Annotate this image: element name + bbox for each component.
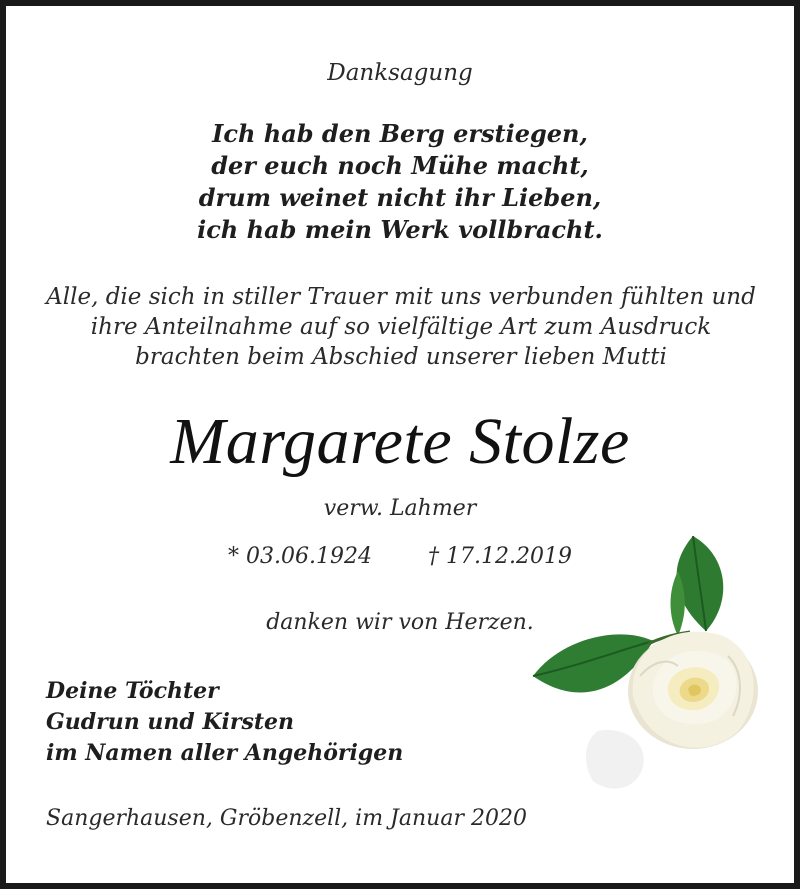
death-date: † 17.12.2019: [428, 544, 572, 569]
thanks-line: ihre Anteilnahme auf so vielfältige Art zum Ausdruck: [90, 314, 712, 340]
family-signature: [46, 676, 403, 769]
thanks-text: [16, 282, 786, 372]
poem: [6, 118, 794, 246]
thanks-line: brachten beim Abschied unserer lieben Mutti: [135, 344, 667, 370]
poem-line: ich hab mein Werk vollbracht.: [197, 215, 603, 244]
place-date: Sangerhausen, Gröbenzell, im Januar 2020: [46, 806, 527, 831]
poem-line: Ich hab den Berg erstiegen,: [212, 119, 588, 148]
heading: Danksagung: [327, 60, 473, 86]
gratitude-line: danken wir von Herzen.: [266, 610, 534, 635]
white-rose-icon: [528, 526, 772, 806]
thanks-line: Alle, die sich in stiller Trauer mit uns verbunden fühlten und: [46, 284, 756, 310]
poem-line: drum weinet nicht ihr Lieben,: [198, 183, 602, 212]
family-line: im Namen aller Angehörigen: [46, 740, 404, 766]
maiden-name: verw. Lahmer: [323, 496, 477, 521]
deceased-name: Margarete Stolze: [170, 405, 630, 478]
family-line: Gudrun und Kirsten: [46, 709, 295, 735]
family-line: Deine Töchter: [46, 678, 219, 704]
poem-line: der euch noch Mühe macht,: [211, 151, 589, 180]
birth-date: * 03.06.1924: [228, 544, 372, 569]
